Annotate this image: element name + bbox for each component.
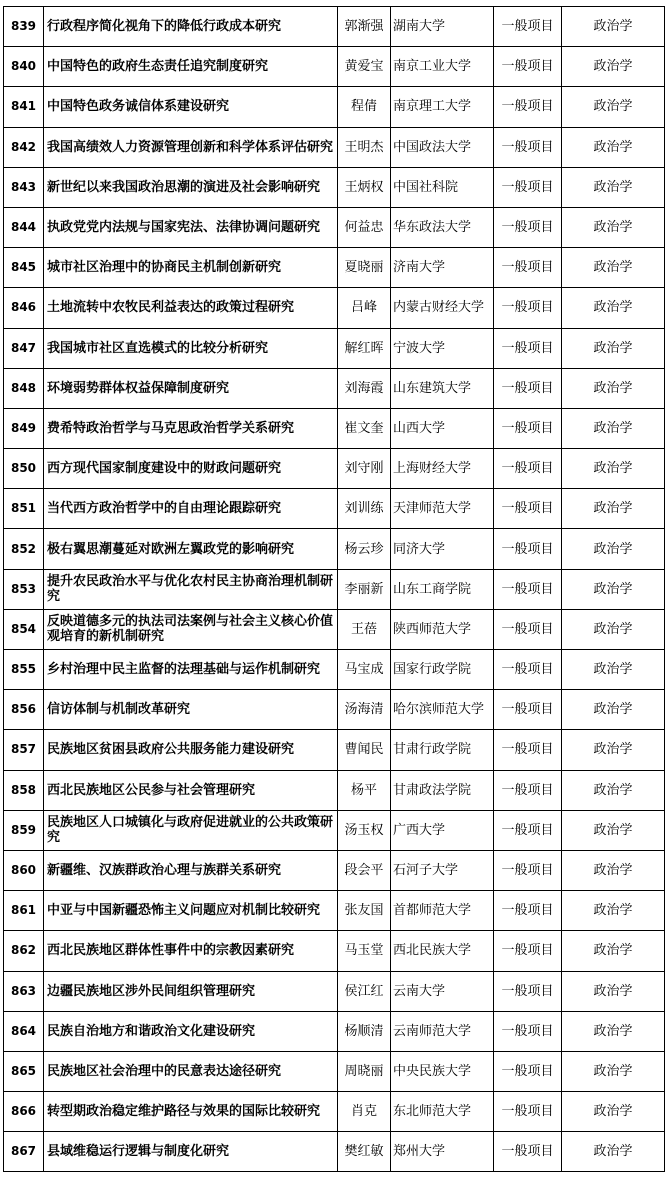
principal-investigator: 夏晓丽 <box>338 248 391 288</box>
discipline: 政治学 <box>562 971 665 1011</box>
institution: 西北民族大学 <box>391 931 494 971</box>
project-title: 土地流转中农牧民利益表达的政策过程研究 <box>44 288 338 328</box>
principal-investigator: 何益忠 <box>338 207 391 247</box>
discipline: 政治学 <box>562 328 665 368</box>
discipline: 政治学 <box>562 810 665 850</box>
principal-investigator: 崔文奎 <box>338 408 391 448</box>
project-type: 一般项目 <box>494 529 562 569</box>
project-type: 一般项目 <box>494 408 562 448</box>
principal-investigator: 李丽新 <box>338 569 391 609</box>
table-row <box>4 1092 665 1132</box>
principal-investigator: 曹闻民 <box>338 730 391 770</box>
project-title: 极右翼思潮蔓延对欧洲左翼政党的影响研究 <box>44 529 338 569</box>
project-type: 一般项目 <box>494 47 562 87</box>
institution: 甘肃行政学院 <box>391 730 494 770</box>
discipline: 政治学 <box>562 891 665 931</box>
row-number: 855 <box>4 650 44 690</box>
row-number: 845 <box>4 248 44 288</box>
institution: 内蒙古财经大学 <box>391 288 494 328</box>
discipline: 政治学 <box>562 207 665 247</box>
row-number: 859 <box>4 810 44 850</box>
principal-investigator: 段会平 <box>338 850 391 890</box>
project-type: 一般项目 <box>494 569 562 609</box>
table-row <box>4 650 665 690</box>
discipline: 政治学 <box>562 7 665 47</box>
row-number: 842 <box>4 127 44 167</box>
row-number: 857 <box>4 730 44 770</box>
row-number: 858 <box>4 770 44 810</box>
discipline: 政治学 <box>562 569 665 609</box>
discipline: 政治学 <box>562 770 665 810</box>
institution: 济南大学 <box>391 248 494 288</box>
project-title: 行政程序简化视角下的降低行政成本研究 <box>44 7 338 47</box>
table-row <box>4 489 665 529</box>
discipline: 政治学 <box>562 1132 665 1172</box>
discipline: 政治学 <box>562 690 665 730</box>
table-row <box>4 47 665 87</box>
row-number: 864 <box>4 1011 44 1051</box>
discipline: 政治学 <box>562 127 665 167</box>
table-row <box>4 288 665 328</box>
table-row <box>4 971 665 1011</box>
principal-investigator: 刘守刚 <box>338 449 391 489</box>
institution: 甘肃政法学院 <box>391 770 494 810</box>
row-number: 861 <box>4 891 44 931</box>
institution: 上海财经大学 <box>391 449 494 489</box>
project-title: 民族地区人口城镇化与政府促进就业的公共政策研究 <box>44 810 338 850</box>
discipline: 政治学 <box>562 650 665 690</box>
principal-investigator: 王明杰 <box>338 127 391 167</box>
table-row <box>4 7 665 47</box>
project-type: 一般项目 <box>494 770 562 810</box>
principal-investigator: 王炳权 <box>338 167 391 207</box>
discipline: 政治学 <box>562 489 665 529</box>
institution: 云南大学 <box>391 971 494 1011</box>
discipline: 政治学 <box>562 1092 665 1132</box>
project-type: 一般项目 <box>494 1132 562 1172</box>
project-title: 信访体制与机制改革研究 <box>44 690 338 730</box>
project-type: 一般项目 <box>494 810 562 850</box>
institution: 山西大学 <box>391 408 494 448</box>
principal-investigator: 马玉堂 <box>338 931 391 971</box>
project-type: 一般项目 <box>494 971 562 1011</box>
institution: 国家行政学院 <box>391 650 494 690</box>
project-title: 城市社区治理中的协商民主机制创新研究 <box>44 248 338 288</box>
project-title: 转型期政治稳定维护路径与效果的国际比较研究 <box>44 1092 338 1132</box>
project-type: 一般项目 <box>494 730 562 770</box>
principal-investigator: 程倩 <box>338 87 391 127</box>
institution: 中国社科院 <box>391 167 494 207</box>
row-number: 860 <box>4 850 44 890</box>
project-title: 执政党党内法规与国家宪法、法律协调问题研究 <box>44 207 338 247</box>
table-row <box>4 609 665 649</box>
project-title: 西北民族地区群体性事件中的宗教因素研究 <box>44 931 338 971</box>
project-type: 一般项目 <box>494 288 562 328</box>
project-title: 我国城市社区直选模式的比较分析研究 <box>44 328 338 368</box>
institution: 同济大学 <box>391 529 494 569</box>
discipline: 政治学 <box>562 931 665 971</box>
table-row <box>4 207 665 247</box>
institution: 首都师范大学 <box>391 891 494 931</box>
discipline: 政治学 <box>562 248 665 288</box>
project-title: 提升农民政治水平与优化农村民主协商治理机制研究 <box>44 569 338 609</box>
project-type: 一般项目 <box>494 1092 562 1132</box>
project-type: 一般项目 <box>494 248 562 288</box>
table-row <box>4 408 665 448</box>
principal-investigator: 杨平 <box>338 770 391 810</box>
table-row <box>4 328 665 368</box>
institution: 石河子大学 <box>391 850 494 890</box>
discipline: 政治学 <box>562 167 665 207</box>
principal-investigator: 黄爱宝 <box>338 47 391 87</box>
institution: 哈尔滨师范大学 <box>391 690 494 730</box>
project-title: 乡村治理中民主监督的法理基础与运作机制研究 <box>44 650 338 690</box>
discipline: 政治学 <box>562 368 665 408</box>
project-title: 民族地区贫困县政府公共服务能力建设研究 <box>44 730 338 770</box>
project-type: 一般项目 <box>494 328 562 368</box>
row-number: 840 <box>4 47 44 87</box>
project-title: 中国特色政务诚信体系建设研究 <box>44 87 338 127</box>
table-row <box>4 1132 665 1172</box>
institution: 中国政法大学 <box>391 127 494 167</box>
project-title: 费希特政治哲学与马克思政治哲学关系研究 <box>44 408 338 448</box>
row-number: 865 <box>4 1051 44 1091</box>
table-row <box>4 368 665 408</box>
institution: 华东政法大学 <box>391 207 494 247</box>
row-number: 841 <box>4 87 44 127</box>
row-number: 852 <box>4 529 44 569</box>
institution: 山东工商学院 <box>391 569 494 609</box>
table-row <box>4 1051 665 1091</box>
principal-investigator: 刘海霞 <box>338 368 391 408</box>
institution: 广西大学 <box>391 810 494 850</box>
project-type: 一般项目 <box>494 650 562 690</box>
project-type: 一般项目 <box>494 87 562 127</box>
project-title: 中国特色的政府生态责任追究制度研究 <box>44 47 338 87</box>
project-title: 环境弱势群体权益保障制度研究 <box>44 368 338 408</box>
row-number: 850 <box>4 449 44 489</box>
table-row <box>4 529 665 569</box>
institution: 郑州大学 <box>391 1132 494 1172</box>
row-number: 854 <box>4 609 44 649</box>
row-number: 853 <box>4 569 44 609</box>
project-type: 一般项目 <box>494 7 562 47</box>
institution: 南京理工大学 <box>391 87 494 127</box>
project-title: 我国高绩效人力资源管理创新和科学体系评估研究 <box>44 127 338 167</box>
principal-investigator: 张友国 <box>338 891 391 931</box>
institution: 天津师范大学 <box>391 489 494 529</box>
principal-investigator: 郭渐强 <box>338 7 391 47</box>
principal-investigator: 侯江红 <box>338 971 391 1011</box>
table-row <box>4 850 665 890</box>
row-number: 847 <box>4 328 44 368</box>
project-table <box>3 6 665 1172</box>
project-type: 一般项目 <box>494 127 562 167</box>
table-row <box>4 248 665 288</box>
project-type: 一般项目 <box>494 1051 562 1091</box>
institution: 中央民族大学 <box>391 1051 494 1091</box>
project-title: 边疆民族地区涉外民间组织管理研究 <box>44 971 338 1011</box>
discipline: 政治学 <box>562 609 665 649</box>
discipline: 政治学 <box>562 1011 665 1051</box>
discipline: 政治学 <box>562 850 665 890</box>
project-type: 一般项目 <box>494 931 562 971</box>
project-title: 当代西方政治哲学中的自由理论跟踪研究 <box>44 489 338 529</box>
table-row <box>4 87 665 127</box>
table-row <box>4 690 665 730</box>
discipline: 政治学 <box>562 1051 665 1091</box>
project-title: 西方现代国家制度建设中的财政问题研究 <box>44 449 338 489</box>
row-number: 839 <box>4 7 44 47</box>
project-title: 中亚与中国新疆恐怖主义问题应对机制比较研究 <box>44 891 338 931</box>
table-row <box>4 167 665 207</box>
institution: 南京工业大学 <box>391 47 494 87</box>
project-list <box>3 6 665 1172</box>
institution: 陕西师范大学 <box>391 609 494 649</box>
table-row <box>4 770 665 810</box>
institution: 云南师范大学 <box>391 1011 494 1051</box>
row-number: 843 <box>4 167 44 207</box>
table-row <box>4 569 665 609</box>
project-title: 县域维稳运行逻辑与制度化研究 <box>44 1132 338 1172</box>
project-title: 民族自治地方和谐政治文化建设研究 <box>44 1011 338 1051</box>
project-title: 西北民族地区公民参与社会管理研究 <box>44 770 338 810</box>
project-type: 一般项目 <box>494 368 562 408</box>
principal-investigator: 汤玉权 <box>338 810 391 850</box>
institution: 宁波大学 <box>391 328 494 368</box>
principal-investigator: 樊红敏 <box>338 1132 391 1172</box>
table-row <box>4 730 665 770</box>
project-title: 反映道德多元的执法司法案例与社会主义核心价值观培育的新机制研究 <box>44 609 338 649</box>
row-number: 844 <box>4 207 44 247</box>
row-number: 846 <box>4 288 44 328</box>
discipline: 政治学 <box>562 449 665 489</box>
table-row <box>4 931 665 971</box>
project-title: 新疆维、汉族群政治心理与族群关系研究 <box>44 850 338 890</box>
institution: 湖南大学 <box>391 7 494 47</box>
principal-investigator: 吕峰 <box>338 288 391 328</box>
project-type: 一般项目 <box>494 609 562 649</box>
table-row <box>4 449 665 489</box>
principal-investigator: 杨顺清 <box>338 1011 391 1051</box>
discipline: 政治学 <box>562 87 665 127</box>
project-title: 新世纪以来我国政治思潮的演进及社会影响研究 <box>44 167 338 207</box>
project-type: 一般项目 <box>494 489 562 529</box>
row-number: 867 <box>4 1132 44 1172</box>
project-type: 一般项目 <box>494 891 562 931</box>
principal-investigator: 解红晖 <box>338 328 391 368</box>
principal-investigator: 汤海清 <box>338 690 391 730</box>
institution: 山东建筑大学 <box>391 368 494 408</box>
principal-investigator: 马宝成 <box>338 650 391 690</box>
table-body <box>4 7 665 1172</box>
project-type: 一般项目 <box>494 207 562 247</box>
table-row <box>4 127 665 167</box>
discipline: 政治学 <box>562 408 665 448</box>
principal-investigator: 周晓丽 <box>338 1051 391 1091</box>
principal-investigator: 刘训练 <box>338 489 391 529</box>
discipline: 政治学 <box>562 47 665 87</box>
discipline: 政治学 <box>562 529 665 569</box>
row-number: 849 <box>4 408 44 448</box>
project-type: 一般项目 <box>494 850 562 890</box>
project-title: 民族地区社会治理中的民意表达途径研究 <box>44 1051 338 1091</box>
project-type: 一般项目 <box>494 449 562 489</box>
principal-investigator: 肖克 <box>338 1092 391 1132</box>
row-number: 848 <box>4 368 44 408</box>
principal-investigator: 杨云珍 <box>338 529 391 569</box>
project-type: 一般项目 <box>494 690 562 730</box>
row-number: 862 <box>4 931 44 971</box>
discipline: 政治学 <box>562 730 665 770</box>
table-row <box>4 810 665 850</box>
table-row <box>4 891 665 931</box>
row-number: 856 <box>4 690 44 730</box>
project-type: 一般项目 <box>494 167 562 207</box>
row-number: 866 <box>4 1092 44 1132</box>
table-row <box>4 1011 665 1051</box>
principal-investigator: 王蓓 <box>338 609 391 649</box>
institution: 东北师范大学 <box>391 1092 494 1132</box>
row-number: 863 <box>4 971 44 1011</box>
row-number: 851 <box>4 489 44 529</box>
project-type: 一般项目 <box>494 1011 562 1051</box>
discipline: 政治学 <box>562 288 665 328</box>
